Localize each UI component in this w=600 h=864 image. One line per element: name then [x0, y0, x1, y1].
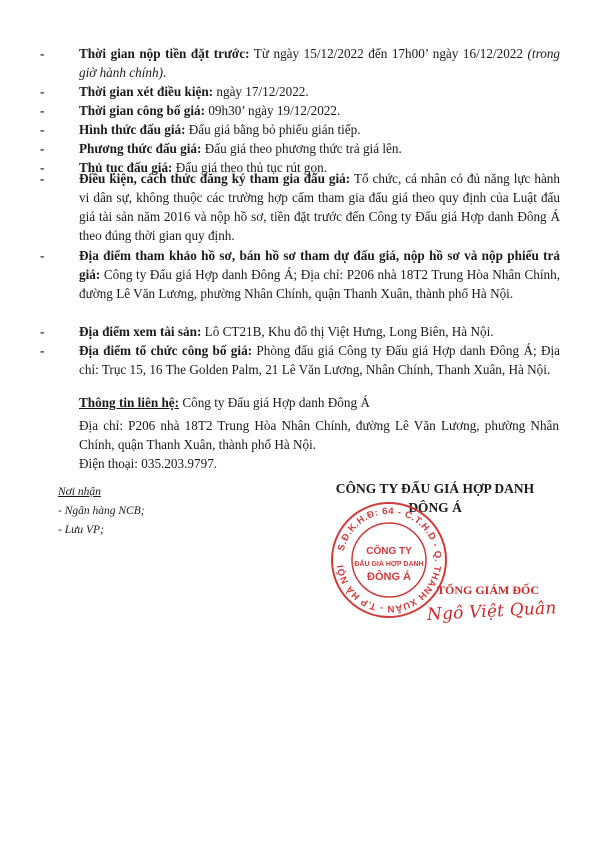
item-text: Tổ chức, cá nhân có đủ năng lực hành vi dân sự, không thuộc các trường hợp cấm tham gia đấu giá theo quy định của Luật đấu giá tài sản năm 2016 và nộp hồ sơ, tiền đặt trước đến Công ty Đấu giá Hợp danh Đông Á theo đúng thời gian quy định. [79, 171, 560, 243]
seal-center-line3: ĐÔNG Á [367, 571, 411, 583]
contact-phone: Điện thoại: 035.203.9797. [79, 456, 218, 471]
item-label: Hình thức đấu giá: [79, 122, 186, 137]
item-text: Đấu giá theo thủ tục rút gọn. [172, 160, 328, 175]
contact-company: Công ty Đấu giá Hợp danh Đông Á [179, 395, 370, 410]
item-label: Địa điểm tổ chức công bố giá: [79, 343, 253, 358]
item-text: Đấu giá theo phương thức trả giá lên. [201, 141, 402, 156]
item-text: 09h30’ ngày 19/12/2022. [205, 103, 341, 118]
company-name-line1: CÔNG TY ĐẤU GIÁ HỢP DANH [335, 481, 535, 496]
recipient-item: - Lưu VP; [58, 524, 104, 536]
contact-heading-line [79, 393, 559, 412]
item-note: (trong giờ hành chính) [79, 46, 561, 80]
item-text: Đấu giá bằng bỏ phiếu gián tiếp. [185, 122, 361, 137]
item-text: ngày 17/12/2022. [213, 84, 309, 99]
item-text: Phòng đấu giá Công ty Đấu giá Hợp danh Đông Á; Địa chỉ: Trục 15, 16 The Golden Palm, 21 Lê Văn Lương, Nhân Chính, Thanh Xuân, Hà Nội. [79, 343, 560, 377]
item-auction-method: - Phương thức đấu giá: Đấu giá theo phương thức trả giá lên. [40, 141, 402, 156]
item-viewing-location: - Địa điểm xem tài sản: Lô CT21B, Khu đô thị Việt Hưng, Long Biên, Hà Nội. [40, 324, 494, 339]
item-deposit-time: - Thời gian nộp tiền đặt trước: Từ ngày 15/12/2022 đến 17h00’ ngày 16/12/2022 (trong giờ hành chính). [40, 46, 561, 80]
item-label: Thời gian xét điều kiện: [79, 84, 214, 99]
item-announcement-location: - Địa điểm tổ chức công bố giá: Phòng đấu giá Công ty Đấu giá Hợp danh Đông Á; Địa chỉ: Trục 15, 16 The Golden Palm, 21 Lê Văn Lương, Nhân Chính, Thanh Xuân, Hà Nội. [40, 343, 560, 377]
contact-address: Địa chỉ: P206 nhà 18T2 Trung Hòa Nhân Chính, đường Lê Văn Lương, phường Nhân Chính, quận Thanh Xuân, thành phố Hà Nội. [79, 418, 559, 452]
item-text: Lô CT21B, Khu đô thị Việt Hưng, Long Biên, Hà Nội. [201, 324, 494, 339]
item-document-location: - Địa điểm tham khảo hồ sơ, bán hồ sơ tham dự đấu giá, nộp hồ sơ và nộp phiếu trả giá: Công ty Đấu giá Hợp danh Đông Á; Địa chỉ: P206 nhà 18T2 Trung Hòa Nhân Chính, đường Lê Văn Lương, phường Nhân Chính, quận Thanh Xuân, thành phố Hà Nội. [40, 248, 560, 301]
company-name-line2: ĐÔNG Á [408, 500, 462, 515]
seal-center-line2: ĐẤU GIÁ HỢP DANH [354, 561, 424, 568]
item-label: Thủ tục đấu giá: [79, 160, 173, 175]
signer-role: TỔNG GIÁM ĐỐC [437, 583, 539, 597]
item-label: Địa điểm tham khảo hồ sơ, bán hồ sơ tham dự đấu giá, nộp hồ sơ và nộp phiếu trả giá: [79, 248, 560, 282]
item-price-announcement: - Thời gian công bố giá: 09h30’ ngày 19/12/2022. [40, 103, 341, 118]
item-label: Thời gian nộp tiền đặt trước: [79, 46, 250, 61]
recipient-item: - Ngân hàng NCB; [58, 505, 145, 517]
item-auction-form: - Hình thức đấu giá: Đấu giá bằng bỏ phiếu gián tiếp. [40, 122, 361, 137]
item-auction-procedure: - Thủ tục đấu giá: Đấu giá theo thủ tục rút gọn. [40, 160, 328, 175]
item-text: Từ ngày 15/12/2022 đến 17h00’ ngày 16/12/2022 [249, 46, 528, 61]
item-label: Thời gian công bố giá: [79, 103, 206, 118]
signer-name: Ngô Việt Quân [426, 598, 558, 625]
recipients-title: Nơi nhận [58, 486, 101, 498]
item-label: Điều kiện, cách thức đăng ký tham gia đấu giá: [79, 171, 351, 186]
item-label: Địa điểm xem tài sản: [79, 324, 202, 339]
item-eligibility-review: - Thời gian xét điều kiện: ngày 17/12/2022. [40, 84, 309, 99]
item-registration-conditions: - Điều kiện, cách thức đăng ký tham gia đấu giá: Tổ chức, cá nhân có đủ năng lực hành vi dân sự, không thuộc các trường hợp cấm tham gia đấu giá theo quy định của Luật đấu giá tài sản năm 2016 và nộp hồ sơ, tiền đặt trước đến Công ty Đấu giá Hợp danh Đông Á theo đúng thời gian quy định. [40, 171, 560, 243]
item-text: Công ty Đấu giá Hợp danh Đông Á; Địa chỉ: P206 nhà 18T2 Trung Hòa Nhân Chính, đường Lê Văn Lương, phường Nhân Chính, quận Thanh Xuân, thành phố Hà Nội. [79, 267, 560, 301]
seal-center-line1: CÔNG TY [366, 546, 412, 557]
contact-heading: Thông tin liên hệ: [79, 395, 180, 410]
item-label: Phương thức đấu giá: [79, 141, 202, 156]
company-seal [329, 500, 449, 620]
seal-ring-text: S.Đ.K.H.Đ: 64 - C.T.H.D - Q. THANH XUÂN - T.P HÀ NỘI [335, 505, 444, 615]
